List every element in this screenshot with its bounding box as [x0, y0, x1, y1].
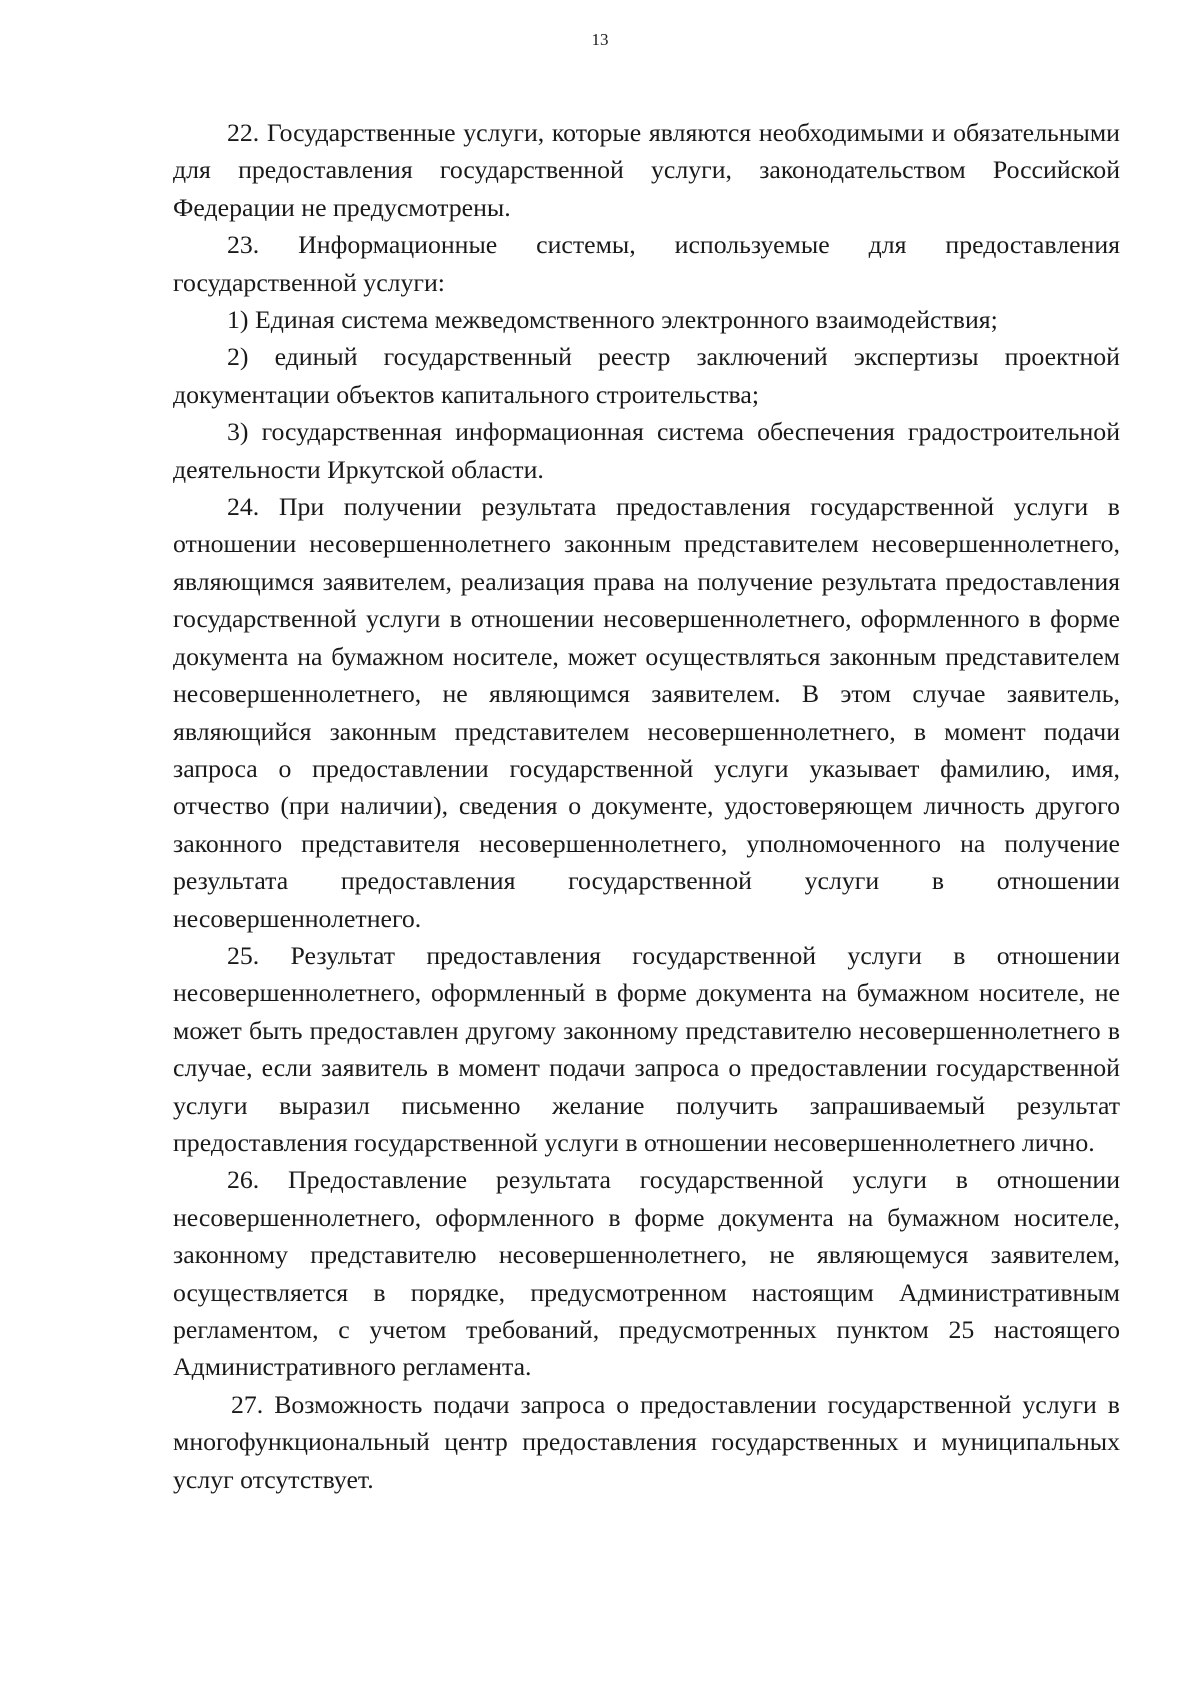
paragraph-27: 27. Возможность подачи запроса о предоставлении государственной услуги в многофункциональный центр предоставления государственных и муниципальных услуг отсутствует.	[173, 1389, 1120, 1494]
paragraph-26: 26. Предоставление результата государственной услуги в отношении несовершеннолетнего, оформленного в форме документа на бумажном носителе, законному представителю несовершеннолетнего, не являющемуся заявителем, осуществляется в порядке, предусмотренном настоящим Административным регламентом, с учетом требований, предусмотренных пунктом 25 настоящего Административного регламента.	[173, 1165, 1120, 1382]
paragraph-24: 24. При получении результата предоставления государственной услуги в отношении несовершеннолетнего законным представителем несовершеннолетнего, являющимся заявителем, реализация права на получение результата предоставления государственной услуги в отношении несовершеннолетнего, оформленного в форме документа на бумажном носителе, может осуществляться законным представителем несовершеннолетнего, не являющимся заявителем. В этом случае заявитель, являющийся законным представителем несовершеннолетнего, в момент подачи запроса о предоставлении государственной услуги указывает фамилию, имя, отчество (при наличии), сведения о документе, удостоверяющем личность другого законного представителя несовершеннолетнего, уполномоченного на получение результата предоставления государственной услуги в отношении несовершеннолетнего.	[173, 492, 1120, 933]
page-number: 13	[591, 30, 609, 49]
list-item-1: 1) Единая система межведомственного электронного взаимодействия;	[227, 305, 998, 335]
list-item-2: 2) единый государственный реестр заключений экспертизы проектной документации объектов капитального строительства;	[173, 342, 1120, 409]
paragraph-25: 25. Результат предоставления государственной услуги в отношении несовершеннолетнего, оформленный в форме документа на бумажном носителе, не может быть предоставлен другому законному представителю несовершеннолетнего в случае, если заявитель в момент подачи запроса о предоставлении государственной услуги выразил письменно желание получить запрашиваемый результат предоставления государственной услуги в отношении несовершеннолетнего лично.	[173, 940, 1120, 1157]
paragraph-22: 22. Государственные услуги, которые являются необходимыми и обязательными для предоставления государственной услуги, законодательством Российской Федерации не предусмотрены.	[173, 118, 1120, 222]
list-item-3: 3) государственная информационная система обеспечения градостроительной деятельности Иркутской области.	[173, 417, 1120, 484]
paragraph-23: 23. Информационные системы, используемые для предоставления государственной услуги:	[173, 230, 1120, 297]
document-body	[173, 114, 1120, 1498]
